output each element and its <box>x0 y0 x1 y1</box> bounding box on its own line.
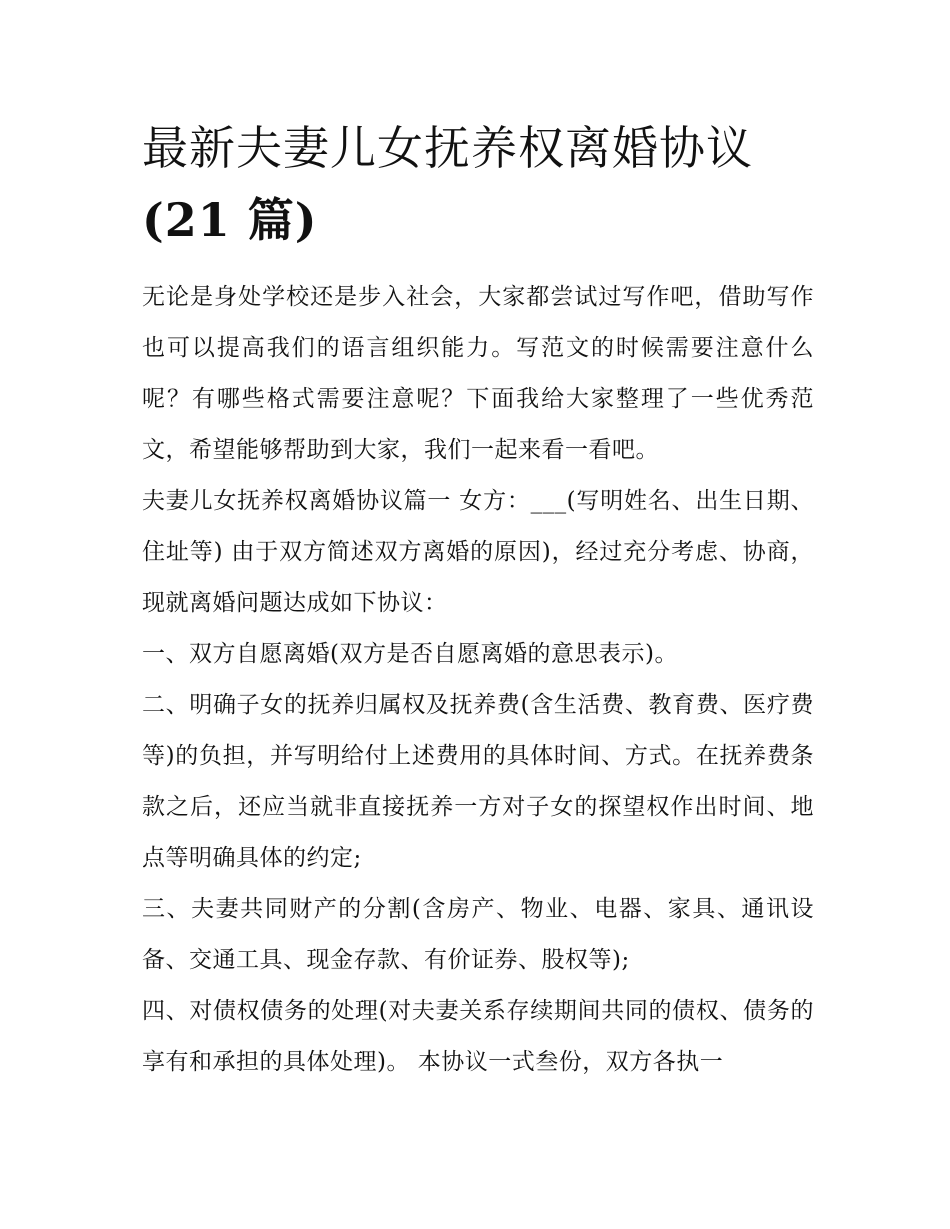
clause-3-paragraph: 三、夫妻共同财产的分割(含房产、物业、电器、家具、通讯设备、交通工具、现金存款、有价证券、股权等); <box>142 896 814 973</box>
document-page <box>142 112 814 1088</box>
title-count: (21 篇) <box>142 193 318 247</box>
clause-1-paragraph: 一、双方自愿离婚(双方是否自愿离婚的意思表示)。 <box>142 641 678 667</box>
title-main: 最新夫妻儿女抚养权离婚协议 <box>142 121 753 175</box>
clause-2-paragraph: 二、明确子女的抚养归属权及抚养费(含生活费、教育费、医疗费等)的负担，并写明给付上述费用的具体时间、方式。在抚养费条款之后，还应当就非直接抚养一方对子女的探望权作出时间、地点等明确具体的约定; <box>142 692 814 871</box>
document-title <box>142 112 814 256</box>
clause-4-paragraph: 四、对债权债务的处理(对夫妻关系存续期间共同的债权、债务的享有和承担的具体处理)。 本协议一式叁份，双方各执一 <box>142 998 814 1075</box>
agreement-header-paragraph: 夫妻儿女抚养权离婚协议篇一 女方：___(写明姓名、出生日期、住址等) 由于双方简述双方离婚的原因)，经过充分考虑、协商，现就离婚问题达成如下协议： <box>142 488 814 616</box>
intro-paragraph: 无论是身处学校还是步入社会，大家都尝试过写作吧，借助写作也可以提高我们的语言组织能力。写范文的时候需要注意什么呢？有哪些格式需要注意呢？下面我给大家整理了一些优秀范文，希望能够帮助到大家，我们一起来看一看吧。 <box>142 284 814 463</box>
